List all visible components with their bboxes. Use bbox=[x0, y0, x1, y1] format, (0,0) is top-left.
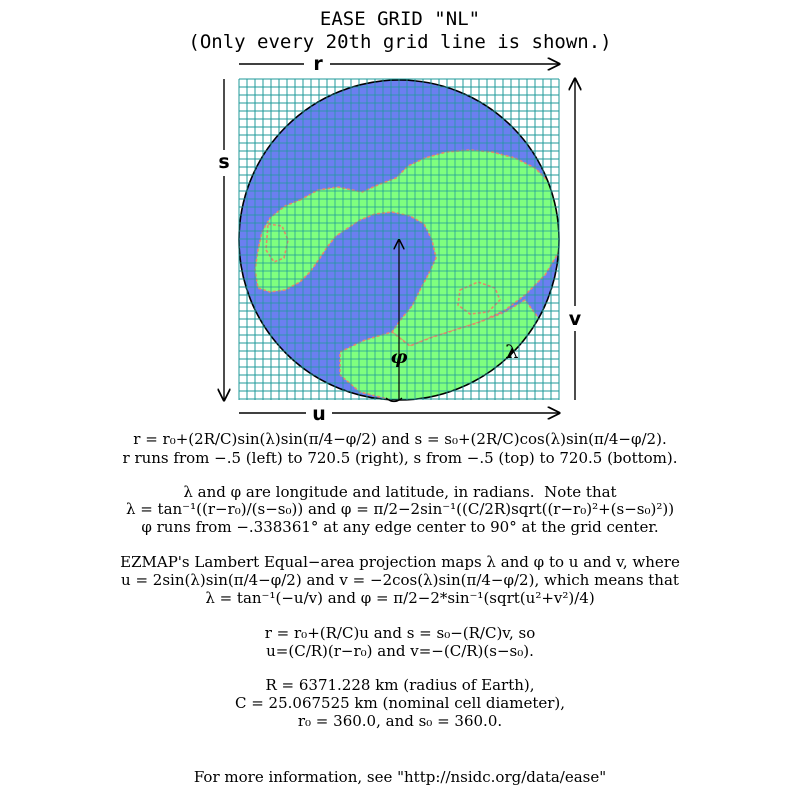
phi-label: φ bbox=[390, 346, 408, 368]
u-axis-label: u bbox=[312, 403, 326, 425]
range-r-s: r runs from −.5 (left) to 720.5 (right), s from −.5 (top) to 720.5 (bottom). bbox=[122, 449, 678, 467]
formula-u-v-rs: u=(C/R)(r−r₀) and v=−(C/R)(s−s₀). bbox=[266, 642, 534, 660]
title-line-1: EASE GRID "NL" bbox=[319, 8, 481, 30]
formula-u-v: u = 2sin(λ)sin(π/4−φ/2) and v = −2cos(λ)sin(π/4−φ/2), which means that bbox=[121, 571, 679, 589]
r-axis-label: r bbox=[313, 53, 323, 75]
formula-lambda-phi-uv: λ = tan⁻¹(−u/v) and φ = π/2−2*sin⁻¹(sqrt(u²+v²)/4) bbox=[205, 589, 595, 607]
title-line-2: (Only every 20th grid line is shown.) bbox=[188, 31, 612, 53]
v-axis-label: v bbox=[568, 308, 582, 330]
constant-r0-s0: r₀ = 360.0, and s₀ = 360.0. bbox=[297, 712, 503, 730]
formula-r-s: r = r₀+(2R/C)sin(λ)sin(π/4−φ/2) and s = s₀+(2R/C)cos(λ)sin(π/4−φ/2). bbox=[133, 430, 667, 448]
lambda-label: λ bbox=[505, 341, 519, 363]
constant-C: C = 25.067525 km (nominal cell diameter), bbox=[234, 694, 566, 712]
lambda-phi-note: λ and φ are longitude and latitude, in radians. Note that bbox=[183, 483, 617, 501]
s-axis-label: s bbox=[218, 151, 230, 173]
formula-r-s-uv: r = r₀+(R/C)u and s = s₀−(R/C)v, so bbox=[264, 624, 536, 642]
footer-info: For more information, see "http://nsidc.org/data/ease" bbox=[193, 768, 607, 786]
ezmap-note: EZMAP's Lambert Equal−area projection maps λ and φ to u and v, where bbox=[120, 553, 680, 571]
phi-range: φ runs from −.338361° at any edge center to 90° at the grid center. bbox=[141, 518, 659, 536]
constant-R: R = 6371.228 km (radius of Earth), bbox=[265, 676, 535, 694]
formula-lambda-phi: λ = tan⁻¹((r−r₀)/(s−s₀)) and φ = π/2−2sin⁻¹((C/2R)sqrt((r−r₀)²+(s−s₀)²)) bbox=[125, 500, 675, 518]
